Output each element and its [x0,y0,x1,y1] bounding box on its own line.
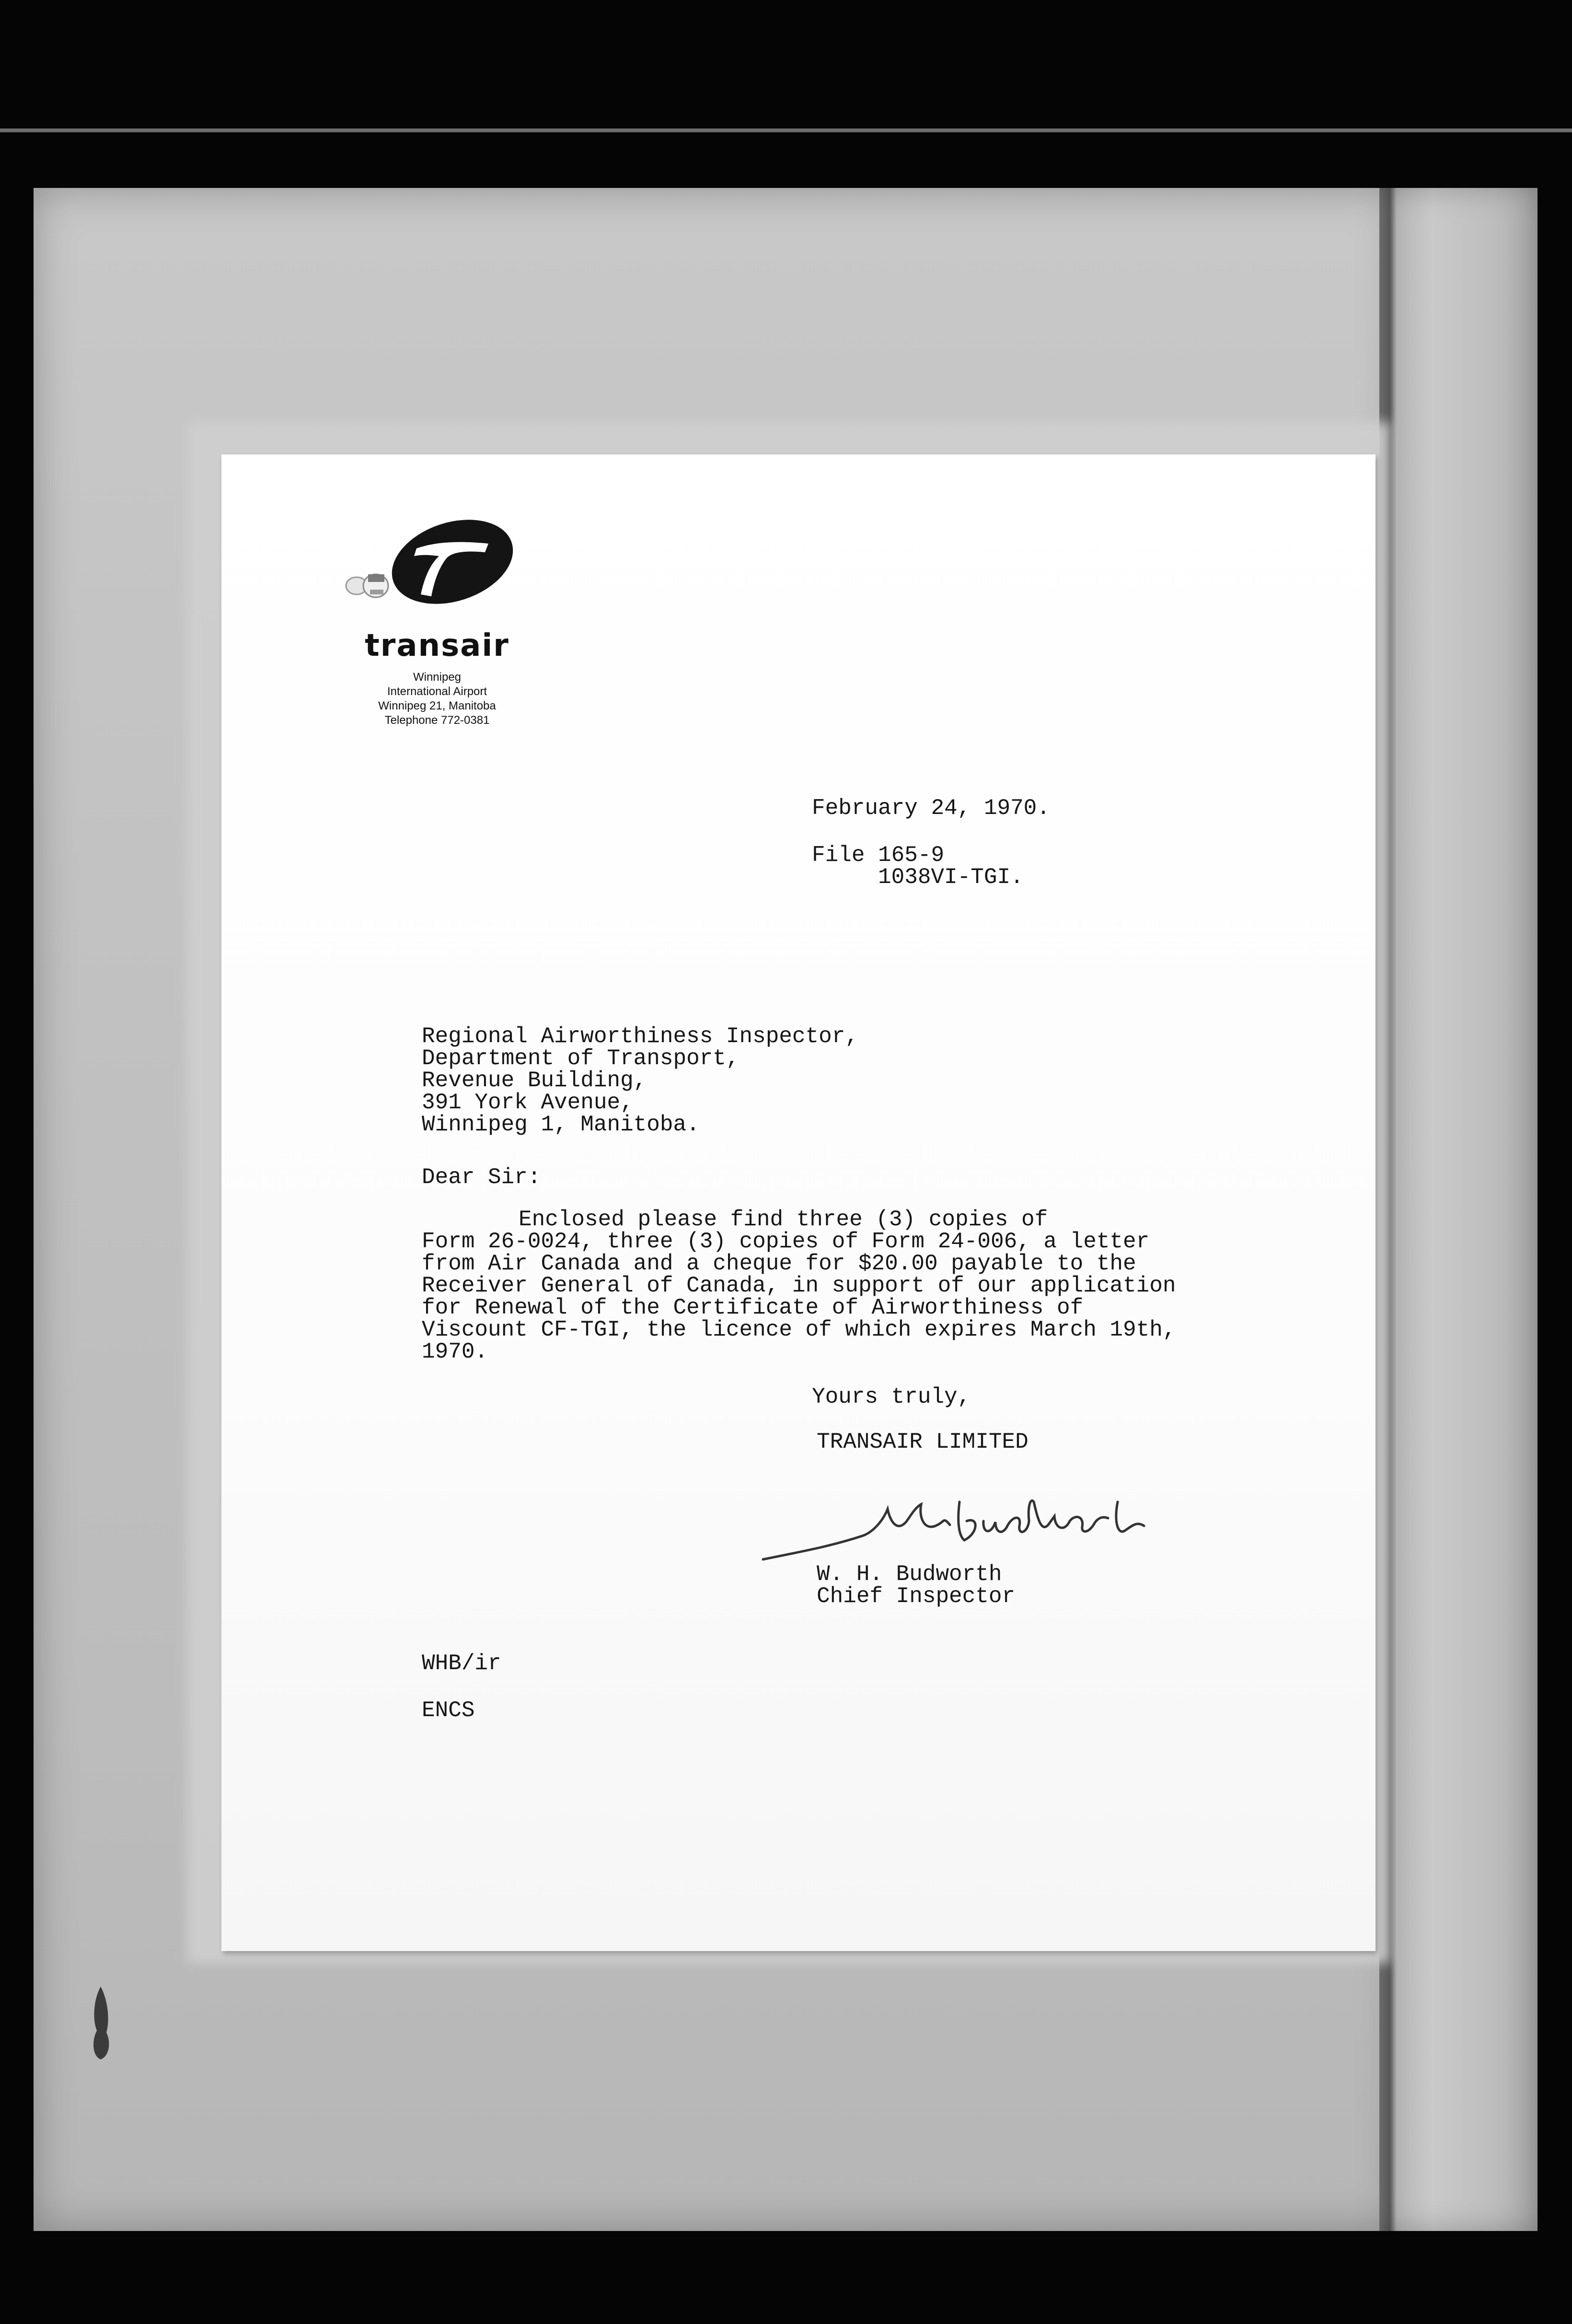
enclosures-note: ENCS [422,1698,475,1723]
recipient-line: Winnipeg 1, Manitoba. [422,1112,700,1137]
body-line: Enclosed please find three (3) copies of [519,1207,1048,1232]
address-line: International Airport [387,685,487,698]
body-line: Receiver General of Canada, in support of our application [422,1273,1176,1298]
file-reference: File 165-9 [812,843,945,868]
recipient-line: 391 York Avenue, [422,1090,634,1115]
address-line: Telephone 772-0381 [384,714,490,727]
svg-text:W.H.Budworth: W.H.Budworth [763,1564,767,1565]
recipient-line: Department of Transport, [422,1046,740,1071]
salutation: Dear Sir: [422,1165,541,1190]
folder-edge [1379,188,1537,2231]
file-reference-sub: 1038VI-TGI. [878,865,1024,890]
letter-page [221,454,1376,1951]
letter-date: February 24, 1970. [812,796,1050,821]
closing: Yours truly, [812,1384,971,1409]
body-line: for Renewal of the Certificate of Airworthiness of [422,1295,1084,1320]
address-line: Winnipeg [413,671,462,684]
recipient-line: Regional Airworthiness Inspector, [422,1024,858,1049]
letterhead-address [336,670,538,728]
body-line: from Air Canada and a cheque for $20.00 payable to the [422,1251,1136,1276]
ink-blot-icon [86,1985,115,2061]
recipient-line: Revenue Building, [422,1068,647,1093]
body-line: Viscount CF-TGI, the licence of which expires March 19th, [422,1317,1176,1342]
body-line: Form 26-0024, three (3) copies of Form 24-006, a letter [422,1229,1150,1254]
signature [753,1487,1156,1569]
signer-title: Chief Inspector [817,1584,1016,1609]
company-name: TRANSAIR LIMITED [817,1429,1029,1454]
film-frame-rule [0,128,1572,132]
signer-name: W. H. Budworth [817,1562,1002,1587]
brand-name: transair [365,628,509,663]
typist-initials: WHB/ir [422,1651,501,1676]
address-line: Winnipeg 21, Manitoba [378,699,496,712]
body-line: 1970. [422,1339,488,1364]
